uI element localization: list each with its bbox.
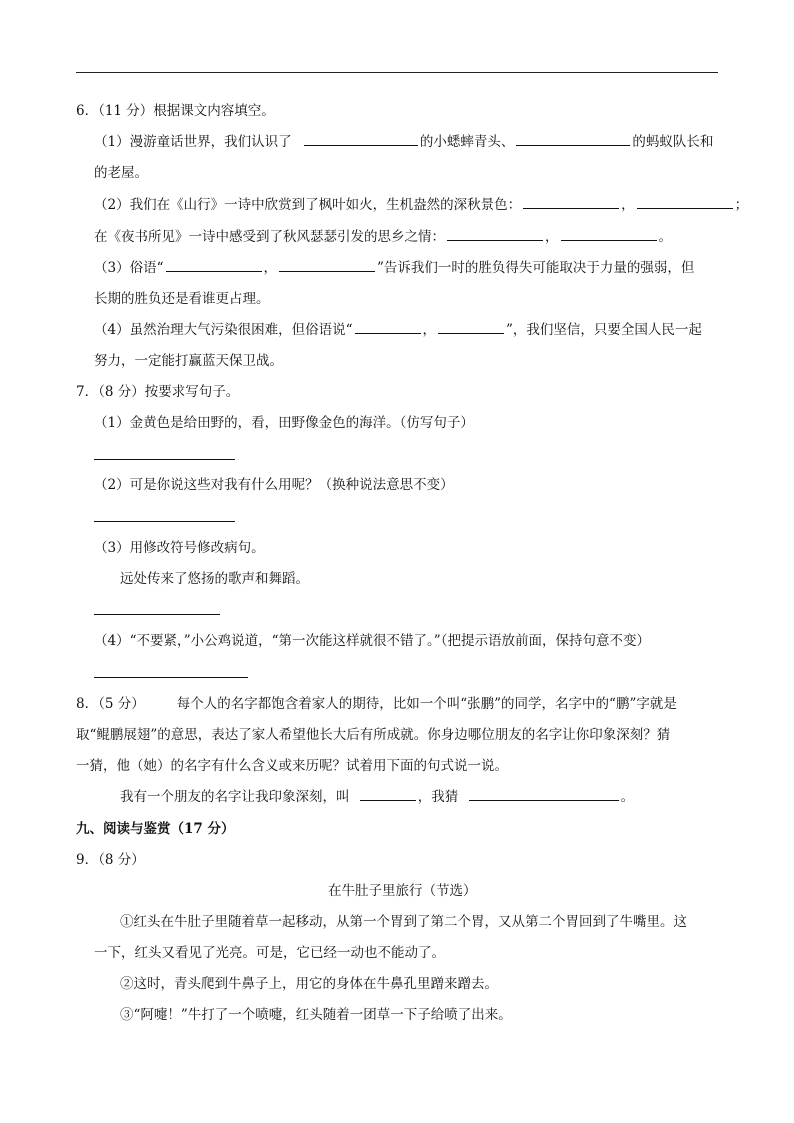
blank-field[interactable]: [438, 321, 504, 334]
section-title: 九、阅读与鉴赏（17 分）: [76, 821, 235, 837]
passage-para1-line1: ①红头在牛肚子里随着草一起移动，从第一个胃到了第二个胃，又从第二个胃回到了牛嘴里。这: [120, 914, 687, 930]
passage-para1-line2: 一下，红头又看见了光亮。可是，它已经一动也不能动了。: [94, 945, 445, 961]
q9-header: 9．（8 分）: [76, 852, 145, 868]
q6-part4-line2: 努力，一定能打赢蓝天保卫战。: [94, 353, 283, 369]
q6-header: 6．（11 分）根据课文内容填空。: [76, 103, 275, 119]
q6-p3-sep: ，: [263, 260, 277, 276]
q8-line1: [76, 695, 677, 713]
blank-field[interactable]: [447, 228, 543, 241]
q6-p1-text-c: 的蚂蚁队长和: [632, 134, 714, 150]
q6-p2-text-a: （2）我们在《山行》一诗中欣赏到了枫叶如火，生机盎然的深秋景色：: [94, 197, 522, 213]
q8-pattern-a: 我有一个朋友的名字让我印象深刻，叫: [120, 789, 350, 805]
blank-field[interactable]: [561, 228, 657, 241]
q6-p2-sep: ，: [621, 197, 635, 213]
q6-p1-text-b: 的小蟋蟀青头、: [419, 134, 515, 150]
blank-field[interactable]: [469, 788, 619, 801]
q6-part1-line2: 的老屋。: [94, 165, 148, 181]
blank-field[interactable]: [637, 196, 733, 209]
q7-sub3: （3）用修改符号修改病句。: [94, 540, 265, 556]
q6-p2-b-end: 。: [658, 229, 672, 245]
q7-sub1: （1）金黄色是给田野的，看，田野像金色的海洋。（仿写句子）: [94, 415, 474, 431]
blank-field[interactable]: [523, 196, 619, 209]
passage-para3: ③“阿嚏！”牛打了一个喷嚏，红头随着一团草一下子给喷了出来。: [120, 1007, 512, 1023]
q6-part3-line1: [94, 259, 694, 277]
q7-sub3-sentence: 远处传来了悠扬的歌声和舞蹈。: [120, 571, 309, 587]
q6-p1-text-a: （1）漫游童话世界，我们认识了: [94, 134, 292, 150]
blank-field[interactable]: [166, 259, 262, 272]
q8-pattern-end: 。: [620, 789, 635, 805]
blank-field[interactable]: [304, 133, 418, 146]
q6-p4-sep: ，: [422, 322, 436, 338]
q6-p3-text-a: （3）俗语“: [94, 260, 164, 276]
q6-part1-line1: [94, 133, 713, 151]
q6-part4-line1: [94, 321, 702, 339]
blank-field[interactable]: [516, 133, 630, 146]
header-rule: [76, 72, 718, 73]
q8-line2: 取“鲲鹏展翅”的意思，表达了家人希望他长大后有所成就。你身边哪位朋友的名字让你印象深刻？猜: [76, 727, 671, 743]
blank-field[interactable]: [360, 788, 416, 801]
q8-line3: 一猜，他（她）的名字有什么含义或来历呢？试着用下面的句式说一说。: [76, 758, 508, 774]
q6-p2-text-b: 在《夜书所见》一诗中感受到了秋风瑟瑟引发的思乡之情：: [94, 229, 445, 245]
q6-p4-text-a: （4）虽然治理大气污染很困难，但俗语说“: [94, 322, 353, 338]
q6-p2-end: ；: [734, 197, 749, 213]
q8-pattern-b: ，我猜: [417, 789, 459, 805]
passage-title: 在牛肚子里旅行（节选）: [328, 883, 477, 899]
blank-field[interactable]: [279, 259, 375, 272]
q7-header: 7．（8 分）按要求写句子。: [76, 384, 240, 400]
q7-sub2: （2）可是你说这些对我有什么用呢？（换种说法意思不变）: [94, 477, 454, 493]
q6-p2-sep2: ，: [545, 229, 559, 245]
q7-sub4: （4）“不要紧，”小公鸡说道，“第一次能这样就很不错了。”（把提示语放前面，保持句意不变）: [94, 633, 650, 649]
q8-text-a: 每个人的名字都饱含着家人的期待，比如一个叫“张鹏”的同学，名字中的“鹏”字就是: [176, 696, 677, 712]
blank-field[interactable]: [355, 321, 421, 334]
answer-line[interactable]: [94, 677, 248, 678]
answer-line[interactable]: [94, 614, 220, 615]
q6-part3-line2: 长期的胜负还是看谁更占理。: [94, 291, 270, 307]
q8-pattern: [120, 788, 634, 806]
q6-p4-text-b: ”，我们坚信，只要全国人民一起: [506, 322, 702, 338]
answer-line[interactable]: [94, 521, 235, 522]
q8-header: 8．（5 分）: [76, 696, 145, 712]
q6-part2-line2: [94, 228, 672, 246]
answer-line[interactable]: [94, 459, 235, 460]
q6-p3-text-b: ”告诉我们一时的胜负得失可能取决于力量的强弱，但: [377, 260, 695, 276]
passage-para2: ②这时，青头爬到牛鼻子上，用它的身体在牛鼻孔里蹭来蹭去。: [120, 976, 498, 992]
q6-part2-line1: [94, 196, 748, 214]
